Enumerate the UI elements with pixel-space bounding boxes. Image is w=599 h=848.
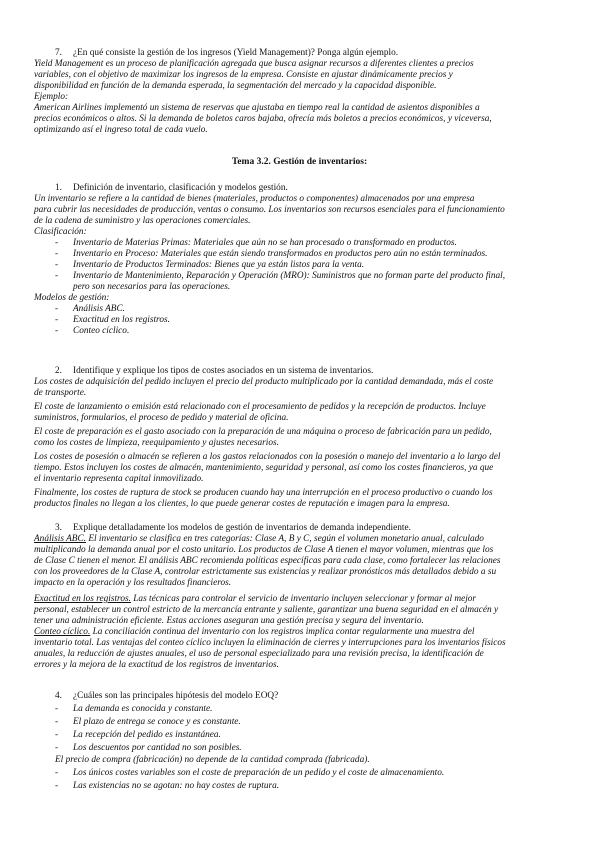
abc-paragraph-first-line — [34, 534, 566, 545]
section-title: Tema 3.2. Gestión de inventarios: — [231, 157, 368, 167]
paragraph-line: errores y la mejora de la exactitud de los registros de inventarios. — [34, 660, 279, 670]
paragraph-line: para cubrir las necesidades de producción, ventas o consumo. Los inventarios son recursos esenciales para el funcionamiento — [34, 205, 505, 215]
paragraph-line: multiplicando la demanda anual por el costo unitario. Los productos de Clase A tienen el mayor volumen, mientras que los — [34, 545, 494, 555]
bullet-dash: - — [55, 304, 59, 314]
bullet-dash: - — [55, 768, 59, 778]
paragraph-line: tener una administración eficiente. Estas acciones aseguran una gestión precisa y segura del inventario. — [34, 616, 424, 626]
conteo-label: Conteo cíclico. — [34, 627, 91, 637]
question-3-number: 3. — [55, 523, 62, 533]
paragraph-line: El precio de compra (fabricación) no depende de la cantidad comprada (fabricada). — [55, 755, 370, 765]
question-1-title: Definición de inventario, clasificación y modelos gestión. — [73, 183, 288, 193]
question-4-title: ¿Cuáles son las principales hipótesis del modelo EOQ? — [73, 691, 279, 701]
paragraph-line: variables, con el objetivo de maximizar los ingresos de la empresa. Consiste en ajustar dinámicamente precios y — [34, 70, 453, 80]
paragraph-line: tiempo. Estos incluyen los costes de almacén, mantenimiento, seguridad y personal, así como los costes financieros, ya que — [34, 463, 494, 473]
list-item: La demanda es conocida y constante. — [73, 704, 213, 714]
paragraph-line: como los costes de limpieza, reequipamiento y ajustes necesarios. — [34, 438, 279, 448]
list-item: Inventario en Proceso: Materiales que están siendo transformados en productos pero aún no están terminados. — [73, 249, 488, 259]
paragraph-line: Los costes de posesión o almacén se refieren a los gastos relacionados con la posesión o manejo del inventario a lo largo del — [34, 452, 501, 462]
bullet-dash: - — [55, 743, 59, 753]
paragraph-line: Yield Management es un proceso de planificación agregada que busca asignar recursos a diferentes clientes a precios — [34, 59, 474, 69]
list-item: Inventario de Productos Terminados: Bienes que ya están listos para la venta. — [73, 260, 365, 270]
bullet-dash: - — [55, 260, 59, 270]
paragraph-line: El coste de preparación es el gasto asociado con la preparación de una máquina o proceso de fabricación para un pedido, — [34, 427, 492, 437]
list-item: Inventario de Mantenimiento, Reparación y Operación (MRO): Suministros que no forman parte del producto final, — [73, 271, 506, 281]
question-2-title: Identifique y explique los tipos de costes asociados en un sistema de inventarios. — [73, 366, 374, 376]
bullet-dash: - — [55, 315, 59, 325]
paragraph-line: suministros, formularios, el proceso de pedido y material de oficina. — [34, 413, 289, 423]
paragraph-line: inventario total. Las ventajas del conteo cíclico incluyen la eliminación de cierres y interrupciones para los inventarios físicos — [34, 638, 506, 648]
paragraph-line: optimizando así el ingreso total de cada vuelo. — [34, 125, 208, 135]
list-item: Los únicos costes variables son el coste de preparación de un pedido y el coste de almacenamiento. — [73, 768, 445, 778]
paragraph-line: de la cadena de suministro y las operaciones comerciales. — [34, 216, 251, 226]
paragraph-line: el inventario representa capital inmovilizado. — [34, 474, 204, 484]
bullet-dash: - — [55, 704, 59, 714]
paragraph-line: con los proveedores de la Clase A, controlar estrictamente sus existencias y realizar pronósticos más detallados debido a su — [34, 567, 497, 577]
paragraph-line: personal, establecer un control estricto de la mercancía entrante y saliente, garantizar una buena seguridad en el almacén y — [34, 605, 499, 615]
bullet-dash: - — [55, 271, 59, 281]
question-2-number: 2. — [55, 366, 62, 376]
list-item: Las existencias no se agotan: no hay costes de ruptura. — [73, 781, 280, 791]
paragraph-line: Un inventario se refiere a la cantidad de bienes (materiales, productos o componentes) almacenados por una empresa — [34, 194, 475, 204]
exact-label: Exactitud en los registros. — [34, 594, 131, 604]
paragraph-line: impacto en la operación y los resultados financieros. — [34, 578, 232, 588]
paragraph-line: anuales, la reducción de ajustes anuales, el uso de personal especializado para una revisión precisa, la identificación de — [34, 649, 484, 659]
list-item: El plazo de entrega se conoce y es constante. — [73, 717, 241, 727]
paragraph-line: precios económicos o altos. Si la demanda de boletos caros bajaba, ofrecía más boletos a precios económicos, y viceversa, — [34, 114, 492, 124]
bullet-dash: - — [55, 717, 59, 727]
paragraph-line: de transporte. — [34, 388, 87, 398]
list-item: Exactitud en los registros. — [73, 315, 170, 325]
list-item: Análisis ABC. — [73, 304, 125, 314]
bullet-dash: - — [55, 238, 59, 248]
modelos-label: Modelos de gestión: — [34, 293, 110, 303]
conteo-text: La conciliación continua del inventario con los registros implica contar regularmente una muestra del — [90, 627, 475, 637]
exact-text: Las técnicas para controlar el servicio de inventario incluyen seleccionar y formar al mejor — [130, 594, 477, 604]
bullet-dash: - — [55, 781, 59, 791]
list-item: La recepción del pedido es instantánea. — [73, 730, 221, 740]
ejemplo-label: Ejemplo: — [34, 92, 69, 102]
question-1-number: 1. — [55, 183, 62, 193]
bullet-dash: - — [55, 730, 59, 740]
paragraph-line: Finalmente, los costes de ruptura de stock se producen cuando hay una interrupción en el proceso productivo o cuando los — [34, 488, 493, 498]
paragraph-line: Los costes de adquisición del pedido incluyen el precio del producto multiplicado por la cantidad demandada, más el coste — [34, 377, 494, 387]
paragraph-line: productos finales no llegan a los clientes, lo que puede generar costes de reputación e imagen para la empresa. — [34, 499, 450, 509]
bullet-dash: - — [55, 326, 59, 336]
paragraph-line: El coste de lanzamiento o emisión está relacionado con el procesamiento de pedidos y la recepción de productos. Incluye — [34, 402, 486, 412]
conteo-paragraph-first-line — [34, 627, 566, 638]
list-item: Conteo cíclico. — [73, 326, 130, 336]
exact-paragraph-first-line — [34, 594, 566, 605]
question-3-title: Explique detalladamente los modelos de gestión de inventarios de demanda independiente. — [73, 523, 411, 533]
paragraph-line: American Airlines implementó un sistema de reservas que ajustaba en tiempo real la cantidad de asientos disponibles a — [34, 103, 480, 113]
paragraph-line: de Clase C tienen el menor. El análisis ABC recomienda políticas específicas para cada clase, como fortalecer las relaciones — [34, 556, 501, 566]
clasificacion-label: Clasificación: — [34, 227, 87, 237]
question-7-number: 7. — [55, 48, 62, 58]
list-item: Inventario de Materias Primas: Materiales que aún no se han procesado o transformado en productos. — [73, 238, 457, 248]
bullet-dash: - — [55, 249, 59, 259]
question-4-number: 4. — [55, 691, 62, 701]
paragraph-line: disponibilidad en función de la demanda esperada, la segmentación del mercado y la capacidad disponible. — [34, 81, 437, 91]
abc-label: Análisis ABC. — [34, 534, 86, 544]
abc-text: El inventario se clasifica en tres categorías: Clase A, B y C, según el volumen monetario anual, calculado — [86, 534, 484, 544]
question-7-title: ¿En qué consiste la gestión de los ingresos (Yield Management)? Ponga algún ejemplo. — [73, 48, 399, 58]
list-item-continuation: pero son necesarios para las operaciones. — [73, 282, 231, 292]
list-item: Los descuentos por cantidad no son posibles. — [73, 743, 242, 753]
